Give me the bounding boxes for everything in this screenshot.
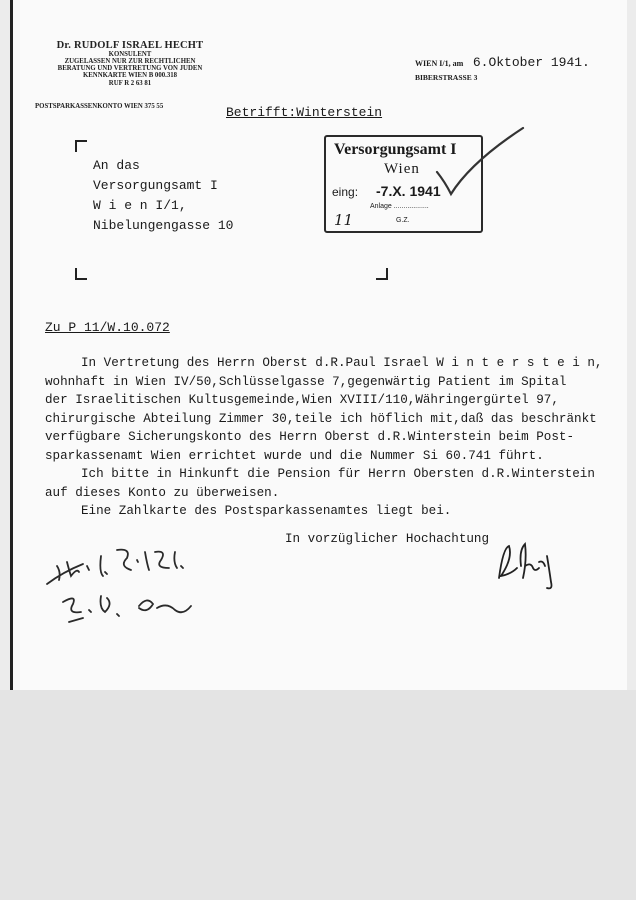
check-mark-icon [431,122,531,212]
letterhead-line: KONSULENT [108,51,152,59]
reference-number: Zu P 11/W.10.072 [45,320,170,335]
stamp-gz-label: G.Z. [396,217,410,224]
sender-street: BIBERSTRASSE 3 [415,73,478,82]
closing-salutation: In vorzüglicher Hochachtung [285,532,490,546]
body-line: chirurgische Abteilung Zimmer 30,teile ich höflich mit,daß das beschränkt [45,411,597,426]
body-line: sparkassenamt Wien errichtet wurde und die Nummer Si 60.741 führt. [45,448,544,463]
address-corner-bottom-right [376,268,388,280]
letterhead-line: BERATUNG UND VERTRETUNG VON JUDEN [57,65,203,73]
stamp-title: Versorgungsamt I [334,141,457,158]
letter-body [45,354,635,521]
stamp-number: 11 [334,211,354,229]
subject-line [226,105,382,120]
letter-sheet [10,0,627,690]
body-line: In Vertretung des Herrn Oberst d.R.Paul Israel W i n t e r s t e i n, [81,356,603,370]
scan-background [0,690,636,900]
recipient-address [93,156,233,236]
date-block [415,53,590,82]
handwritten-notes [43,542,233,632]
body-line: Eine Zahlkarte des Postsparkassenamtes liegt bei. [81,504,452,518]
recipient-line: Nibelungengasse 10 [93,218,234,233]
body-line: wohnhaft in Wien IV/50,Schlüsselgasse 7,gegenwärtig Patient im Spital [45,374,567,389]
recipient-line: W i e n I/1, [93,198,187,213]
recipient-line: An das [93,158,140,173]
subject-label: Betrifft: [226,105,297,120]
letterhead-name: Dr. RUDOLF ISRAEL HECHT [56,40,204,51]
address-corner-top-left [75,140,87,152]
body-line: auf dieses Konto zu überweisen. [45,485,280,500]
letterhead [35,40,225,87]
letter-date: 6.Oktober 1941. [472,55,590,70]
address-corner-bottom-left [75,268,87,280]
handwritten-signature [491,538,561,593]
body-line: verfügbare Sicherungskonto des Herrn Oberst d.R.Winterstein beim Post- [45,430,575,444]
stamp-received-label: eing: [332,185,359,199]
body-line: Ich bitte in Hinkunft die Pension für Herrn Obersten d.R.Winterstein [81,467,595,481]
body-line: der Israelitischen Kultusgemeinde,Wien XVIII/110,Währingergürtel 97, [45,393,559,407]
letterhead-line: ZUGELASSEN NUR ZUR RECHTLICHEN [64,58,196,66]
stamp-city: Wien [384,161,420,177]
letterhead-line: KENNKARTE WIEN B 000.318 [82,72,178,80]
recipient-line: Versorgungsamt I [93,178,218,193]
stamp-received-date: -7.X. 1941 [376,183,441,199]
subject-name: Winterstein [296,105,383,120]
stamp-anlage-label: Anlage .................. [370,203,429,210]
date-place: WIEN I/1, am [415,59,464,68]
letterhead-account: POSTSPARKASSENKONTO WIEN 375 55 [35,103,164,110]
letterhead-line: RUF R 2 63 81 [108,79,152,87]
